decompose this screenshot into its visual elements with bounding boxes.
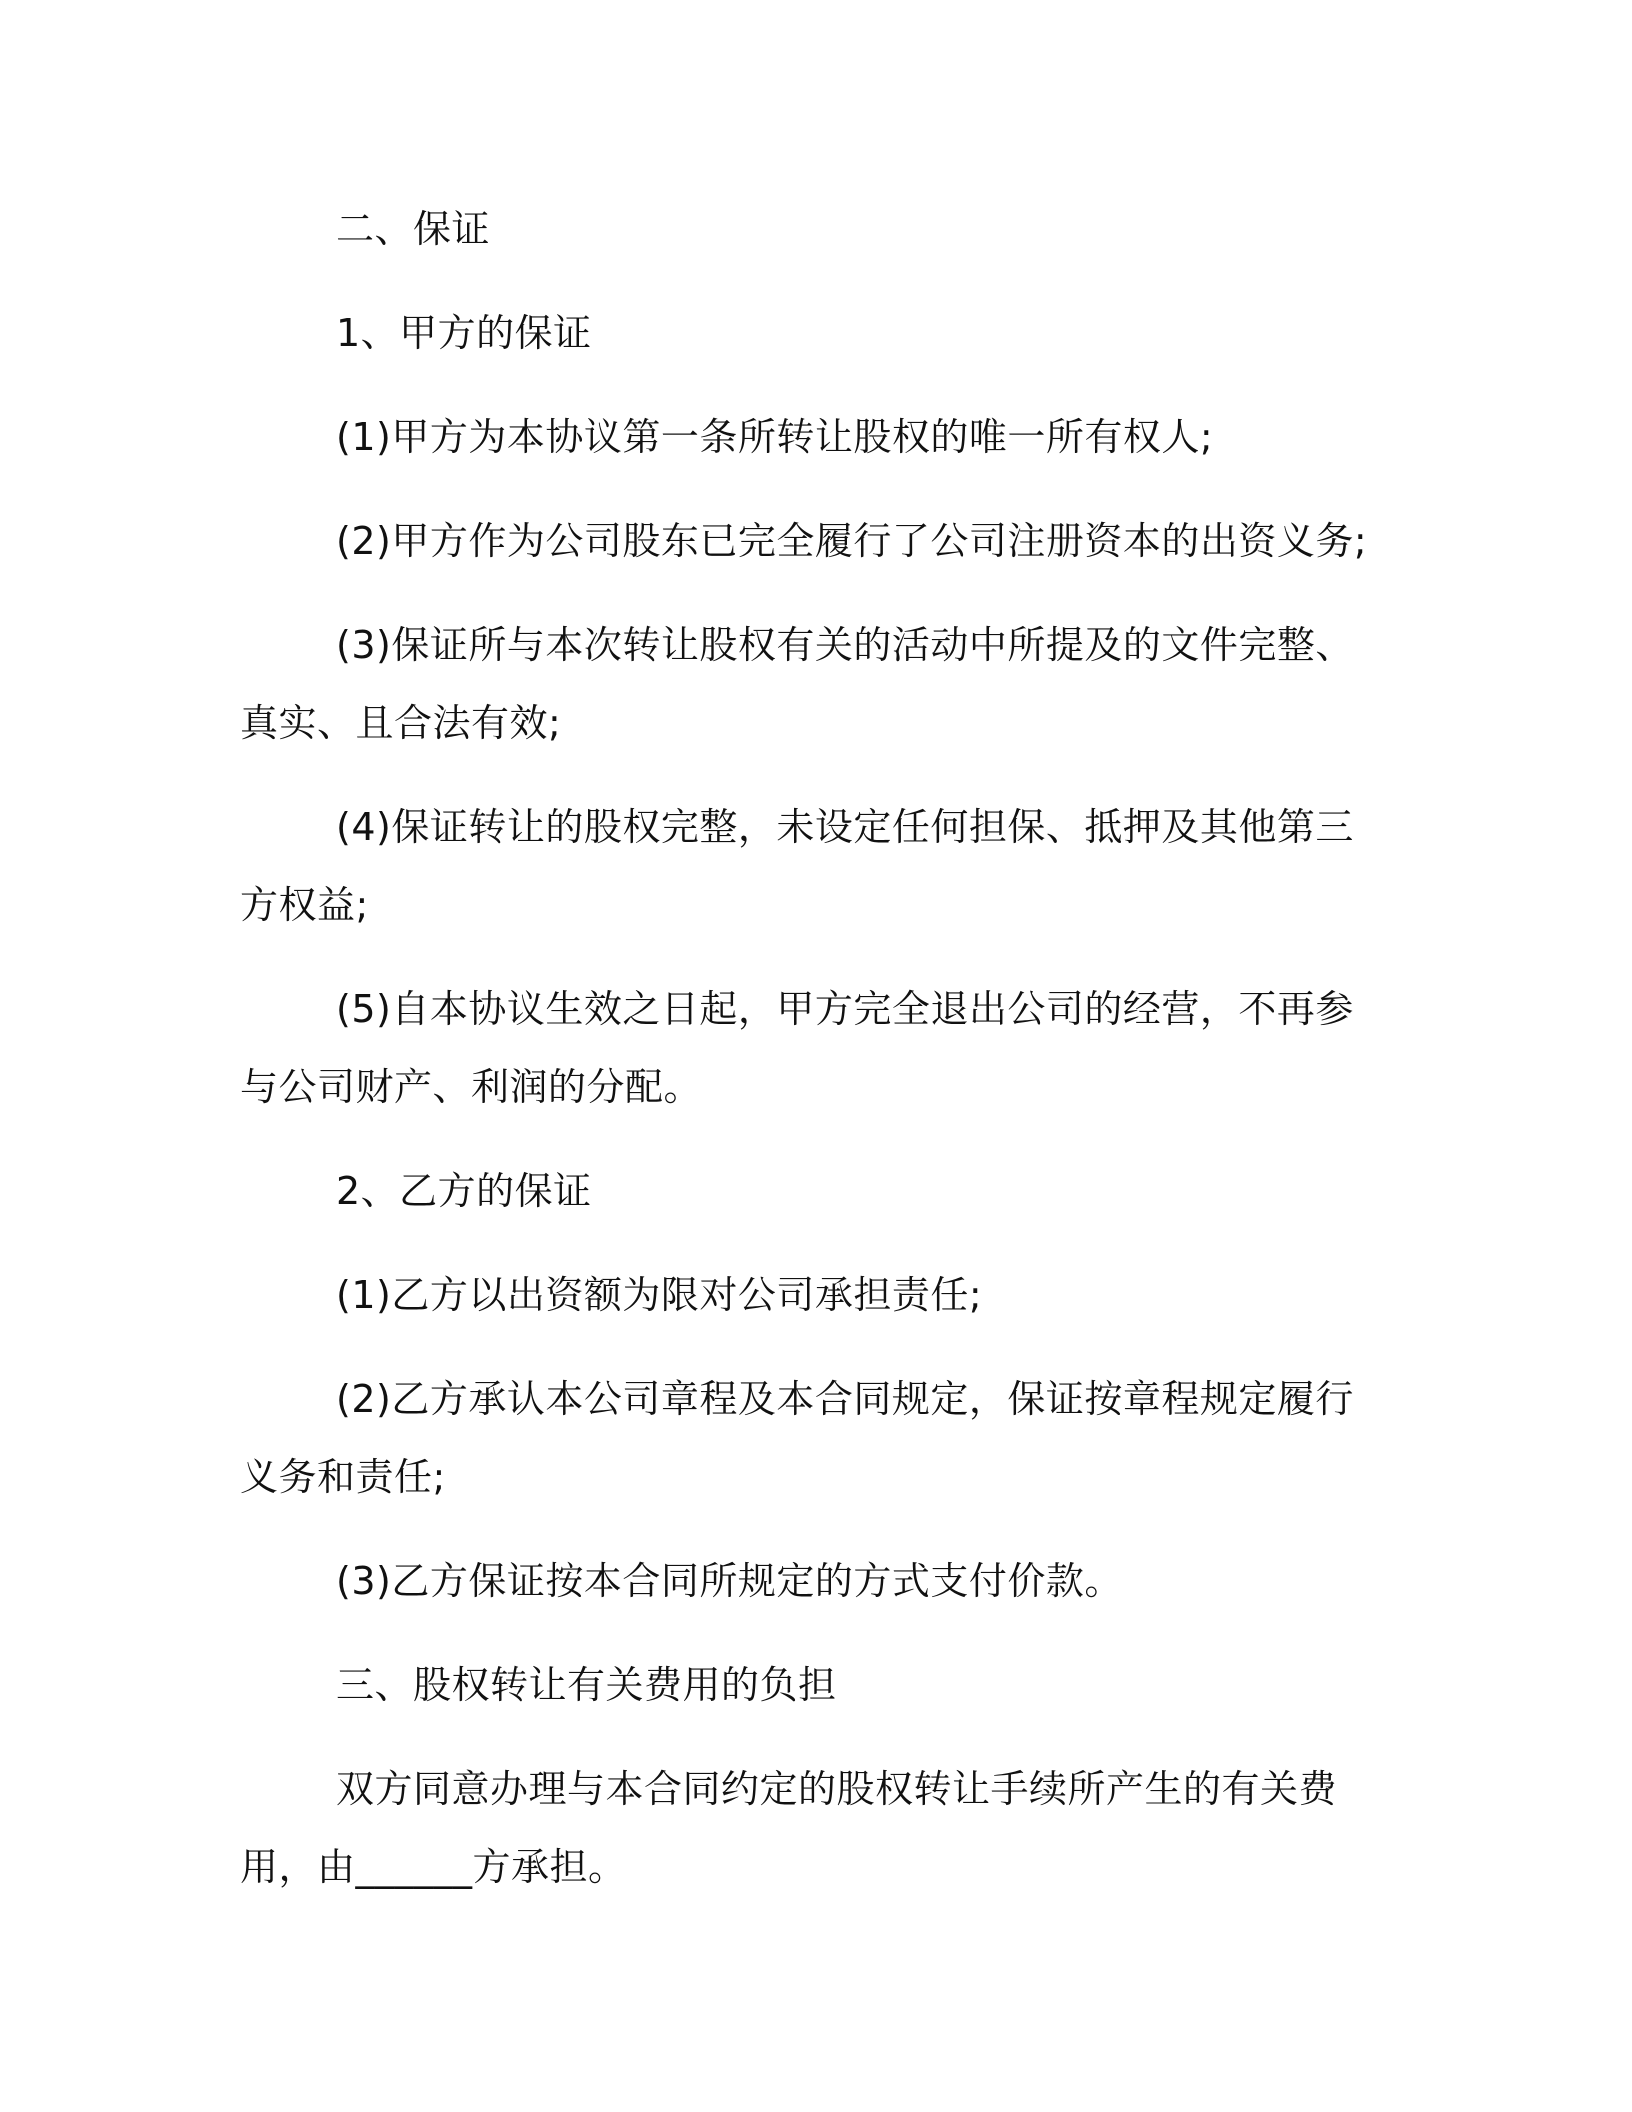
clause-a-3: (3)保证所与本次转让股权有关的活动中所提及的文件完整、真实、且合法有效; [240, 623, 1354, 745]
subheading-party-a-guarantee: 1、甲方的保证 [336, 311, 592, 355]
clause-b-1: (1)乙方以出资额为限对公司承担责任; [336, 1273, 983, 1317]
section-heading-fees: 三、股权转让有关费用的负担 [336, 1663, 837, 1707]
clause-a-2: (2)甲方作为公司股东已完全履行了公司注册资本的出资义务; [336, 519, 1368, 563]
clause-a-5: (5)自本协议生效之日起，甲方完全退出公司的经营，不再参与公司财产、利润的分配。 [240, 987, 1354, 1109]
clause-a-1: (1)甲方为本协议第一条所转让股权的唯一所有权人; [336, 415, 1214, 459]
clause-a-4: (4)保证转让的股权完整，未设定任何担保、抵押及其他第三方权益; [240, 805, 1354, 927]
subheading-party-b-guarantee: 2、乙方的保证 [336, 1169, 592, 1213]
clause-b-2: (2)乙方承认本公司章程及本合同规定，保证按章程规定履行义务和责任; [240, 1377, 1354, 1499]
section-heading-guarantee: 二、保证 [336, 207, 491, 251]
clause-fees: 双方同意办理与本合同约定的股权转让手续所产生的有关费用，由______方承担。 [240, 1767, 1338, 1889]
document-body [240, 190, 1370, 1932]
clause-b-3: (3)乙方保证按本合同所规定的方式支付价款。 [336, 1559, 1123, 1603]
